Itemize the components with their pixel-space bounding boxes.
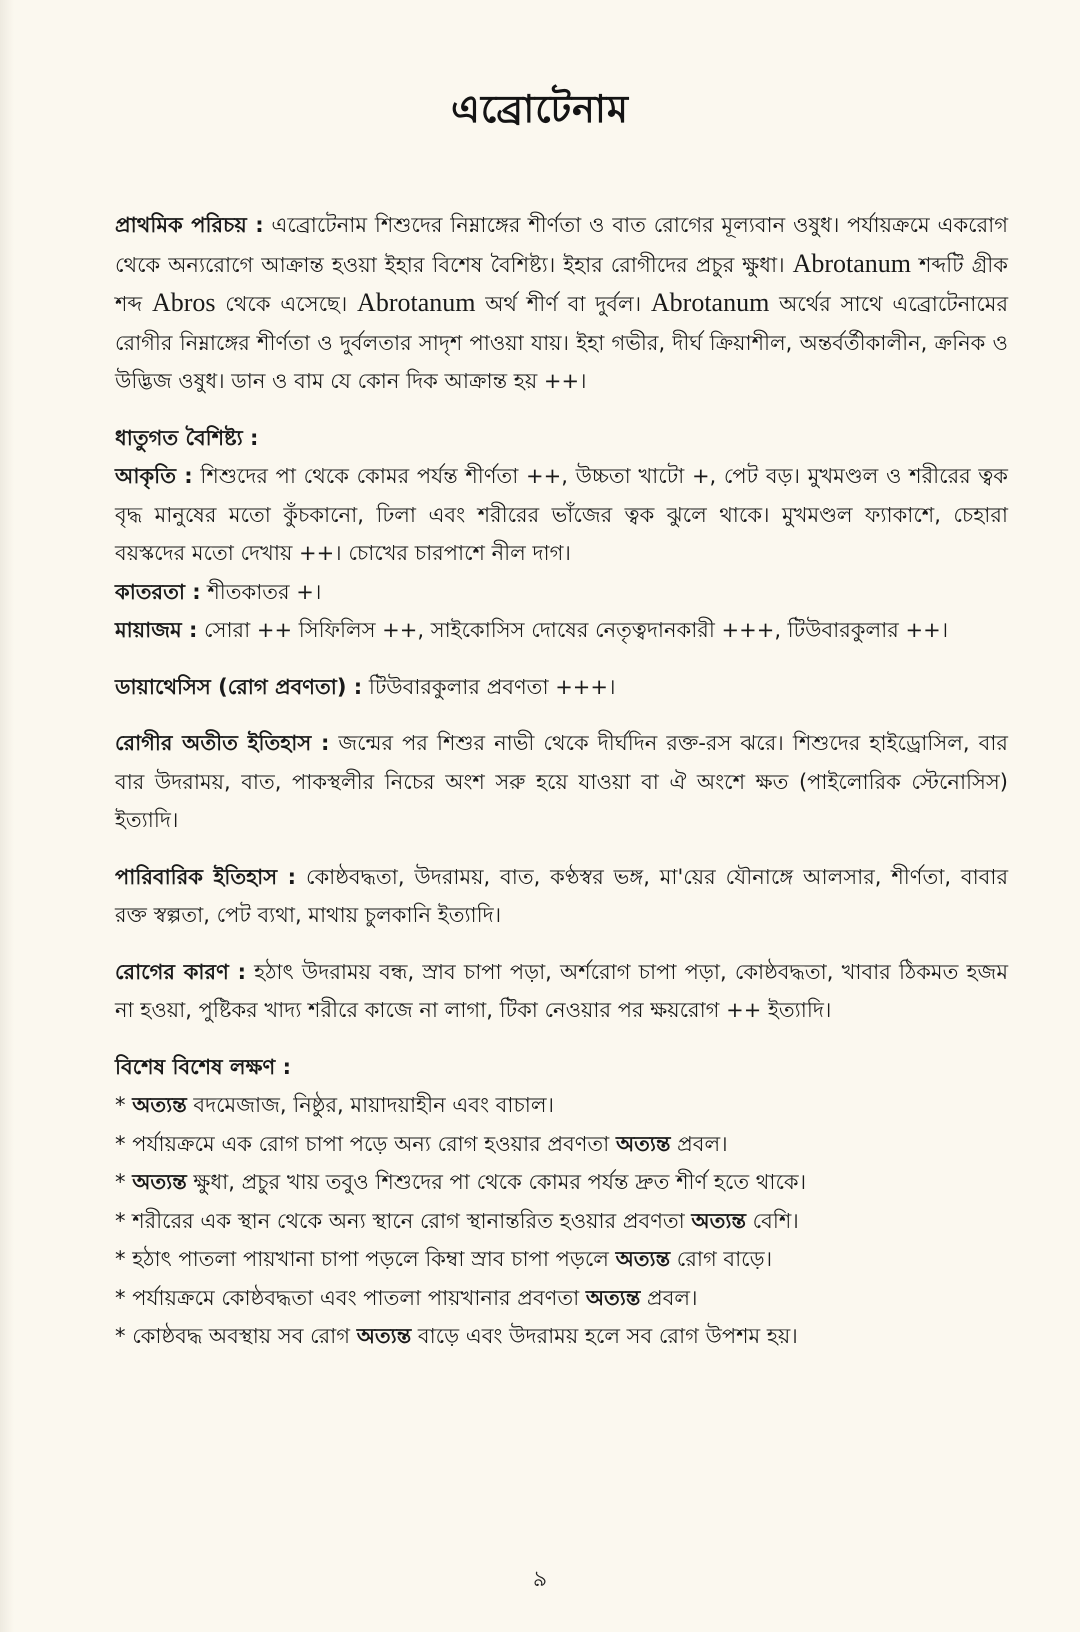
- intro-text-4: অর্থ শীর্ণ বা দুর্বল।: [475, 292, 651, 316]
- symptom-text: হঠাৎ পাতলা পায়খানা চাপা পড়লে কিম্বা স্রাব চাপা পড়লে: [132, 1247, 616, 1271]
- miasm-paragraph: [115, 611, 1008, 650]
- symptom-text: পর্যায়ক্রমে কোষ্ঠবদ্ধতা এবং পাতলা পায়খানার প্রবণতা: [132, 1285, 586, 1310]
- past-history-paragraph: [115, 724, 1008, 840]
- diathesis-label: ডায়াথেসিস (রোগ প্রবণতা) :: [115, 674, 363, 699]
- spacer: [115, 401, 1008, 419]
- thermal-text: শীতকাতর +।: [200, 579, 322, 604]
- symptom-text: কোষ্ঠবদ্ধ অবস্থায় সব রোগ: [132, 1324, 357, 1348]
- symptom-item: [115, 1202, 1008, 1241]
- bullet-asterisk: *: [115, 1247, 133, 1271]
- symptom-text: প্রবল।: [670, 1131, 728, 1156]
- latin-term: Abrotanum: [792, 248, 912, 278]
- spacer: [115, 650, 1008, 668]
- symptoms-heading: [115, 1048, 1008, 1087]
- emphasis-text: অত্যন্ত: [615, 1247, 671, 1271]
- page-body: [115, 206, 1008, 1356]
- symptom-text: প্রবল।: [640, 1285, 698, 1310]
- intro-text-3: থেকে এসেছে।: [215, 292, 358, 316]
- appearance-text: শিশুদের পা থেকে কোমর পর্যন্ত শীর্ণতা ++, উচ্চতা খাটো +, পেট বড়। মুখমণ্ডল ও শরীরের ত্বক বৃদ্ধ মানুষের মতো কুঁচকানো, ঢিলা এবং শরীরের ভাঁজের ত্বক ঝুলে থাকে। মুখমণ্ডল ফ্যাকাশে, চেহারা বয়স্কদের মতো দেখায় ++। চোখের চারপাশে নীল দাগ।: [115, 464, 1009, 565]
- symptom-text: শরীরের এক স্থান থেকে অন্য স্থানে রোগ স্থানান্তরিত হওয়ার প্রবণতা: [132, 1208, 692, 1233]
- constitution-heading-text: ধাতুগত বৈশিষ্ট্য :: [115, 425, 259, 450]
- emphasis-text: অত্যন্ত: [132, 1093, 187, 1117]
- emphasis-text: অত্যন্ত: [615, 1131, 671, 1156]
- bullet-asterisk: *: [115, 1131, 133, 1156]
- symptoms-heading-text: বিশেষ বিশেষ লক্ষণ :: [115, 1054, 291, 1079]
- page-number: ৯: [532, 1567, 548, 1592]
- intro-paragraph: [115, 206, 1008, 401]
- causes-paragraph: [115, 953, 1008, 1030]
- latin-term: Abros: [151, 288, 216, 317]
- symptom-text: রোগ বাড়ে।: [670, 1247, 773, 1271]
- bullet-asterisk: *: [115, 1285, 133, 1310]
- intro-text-1: এব্রোটেনাম শিশুদের নিম্নাঙ্গের শীর্ণতা ও বাত রোগের মূল্যবান ওষুধ। পর্যায়ক্রমে একরোগ থেকে অন্যরোগে আক্রান্ত হওয়া ইহার বিশেষ বৈশিষ্ট্য। ইহার রোগীদের প্রচুর ক্ষুধা।: [115, 213, 1008, 277]
- symptom-item: [115, 1125, 1008, 1164]
- spacer: [115, 706, 1008, 724]
- constitution-heading: [115, 419, 1008, 458]
- spacer: [115, 1030, 1008, 1048]
- miasm-text: সোরা ++ সিফিলিস ++, সাইকোসিস দোষের নেতৃত্বদানকারী +++, টিউবারকুলার ++।: [197, 618, 949, 642]
- intro-text-2: শব্দটি গ্রীক শব্দ: [115, 252, 1009, 316]
- bullet-asterisk: *: [115, 1093, 133, 1117]
- past-history-label: রোগীর অতীত ইতিহাস :: [115, 731, 330, 755]
- symptom-item: [115, 1086, 1008, 1125]
- symptom-item: [115, 1279, 1008, 1318]
- emphasis-text: অত্যন্ত: [691, 1208, 746, 1233]
- appearance-label: আকৃতি :: [115, 464, 193, 488]
- causes-label: রোগের কারণ :: [115, 959, 246, 984]
- emphasis-text: অত্যন্ত: [356, 1324, 412, 1348]
- symptoms-list: [115, 1086, 1008, 1356]
- bullet-asterisk: *: [115, 1324, 133, 1348]
- thermal-paragraph: [115, 573, 1008, 612]
- family-history-text: কোষ্ঠবদ্ধতা, উদরাময়, বাত, কণ্ঠস্বর ভঙ্গ, মা'য়ের যৌনাঙ্গে আলসার, শীর্ণতা, বাবার রক্ত স্বল্পতা, পেট ব্যথা, মাথায় চুলকানি ইত্যাদি।: [115, 864, 1008, 927]
- appearance-paragraph: [115, 457, 1008, 573]
- diathesis-paragraph: [115, 668, 1008, 707]
- intro-text-5: অর্থের সাথে এব্রোটেনামের রোগীর নিম্নাঙ্গের শীর্ণতা ও দুর্বলতার সাদৃশ পাওয়া যায়। ইহা গভীর, দীর্ঘ ক্রিয়াশীল, অন্তর্বর্তীকালীন, ক্রনিক ও উদ্ভিজ ওষুধ। ডান ও বাম যে কোন দিক আক্রান্ত হয় ++।: [115, 292, 1008, 393]
- symptom-text: ক্ষুধা, প্রচুর খায় তবুও শিশুদের পা থেকে কোমর পর্যন্ত দ্রুত শীর্ণ হতে থাকে।: [186, 1170, 807, 1194]
- spacer: [115, 935, 1008, 953]
- symptom-item: [115, 1240, 1008, 1279]
- symptom-text: বেশি।: [745, 1208, 799, 1233]
- family-history-label: পারিবারিক ইতিহাস :: [115, 864, 297, 889]
- symptom-text: বদমেজাজ, নিষ্ঠুর, মায়াদয়াহীন এবং বাচাল।: [186, 1093, 555, 1117]
- latin-term: Abrotanum: [650, 288, 770, 317]
- intro-label: প্রাথমিক পরিচয় :: [115, 213, 264, 237]
- diathesis-text: টিউবারকুলার প্রবণতা +++।: [362, 674, 616, 699]
- emphasis-text: অত্যন্ত: [132, 1170, 187, 1194]
- symptom-text: বাড়ে এবং উদরাময় হলে সব রোগ উপশম হয়।: [411, 1324, 798, 1348]
- symptom-item: [115, 1163, 1008, 1202]
- past-history-text: জন্মের পর শিশুর নাভী থেকে দীর্ঘদিন রক্ত-রস ঝরে। শিশুদের হাইড্রোসিল, বার বার উদরাময়, বাত, পাকস্থলীর নিচের অংশ সরু হয়ে যাওয়া বা ঐ অংশে ক্ষত (পাইলোরিক স্টেনোসিস) ইত্যাদি।: [115, 731, 1008, 832]
- bullet-asterisk: *: [115, 1170, 133, 1194]
- miasm-label: মায়াজম :: [115, 618, 198, 642]
- emphasis-text: অত্যন্ত: [585, 1285, 641, 1310]
- causes-text: হঠাৎ উদরাময় বন্ধ, স্রাব চাপা পড়া, অর্শরোগ চাপা পড়া, কোষ্ঠবদ্ধতা, খাবার ঠিকমত হজম না হওয়া, পুষ্টিকর খাদ্য শরীরে কাজে না লাগা, টিকা নেওয়ার পর ক্ষয়রোগ ++ ইত্যাদি।: [115, 959, 1008, 1022]
- symptom-text: পর্যায়ক্রমে এক রোগ চাপা পড়ে অন্য রোগ হওয়ার প্রবণতা: [132, 1131, 616, 1156]
- bullet-asterisk: *: [115, 1208, 133, 1233]
- spacer: [115, 840, 1008, 858]
- symptom-item: [115, 1317, 1008, 1356]
- family-history-paragraph: [115, 858, 1008, 935]
- thermal-label: কাতরতা :: [115, 579, 201, 604]
- latin-term: Abrotanum: [357, 288, 476, 317]
- page-title: এব্রোটেনাম: [450, 87, 629, 131]
